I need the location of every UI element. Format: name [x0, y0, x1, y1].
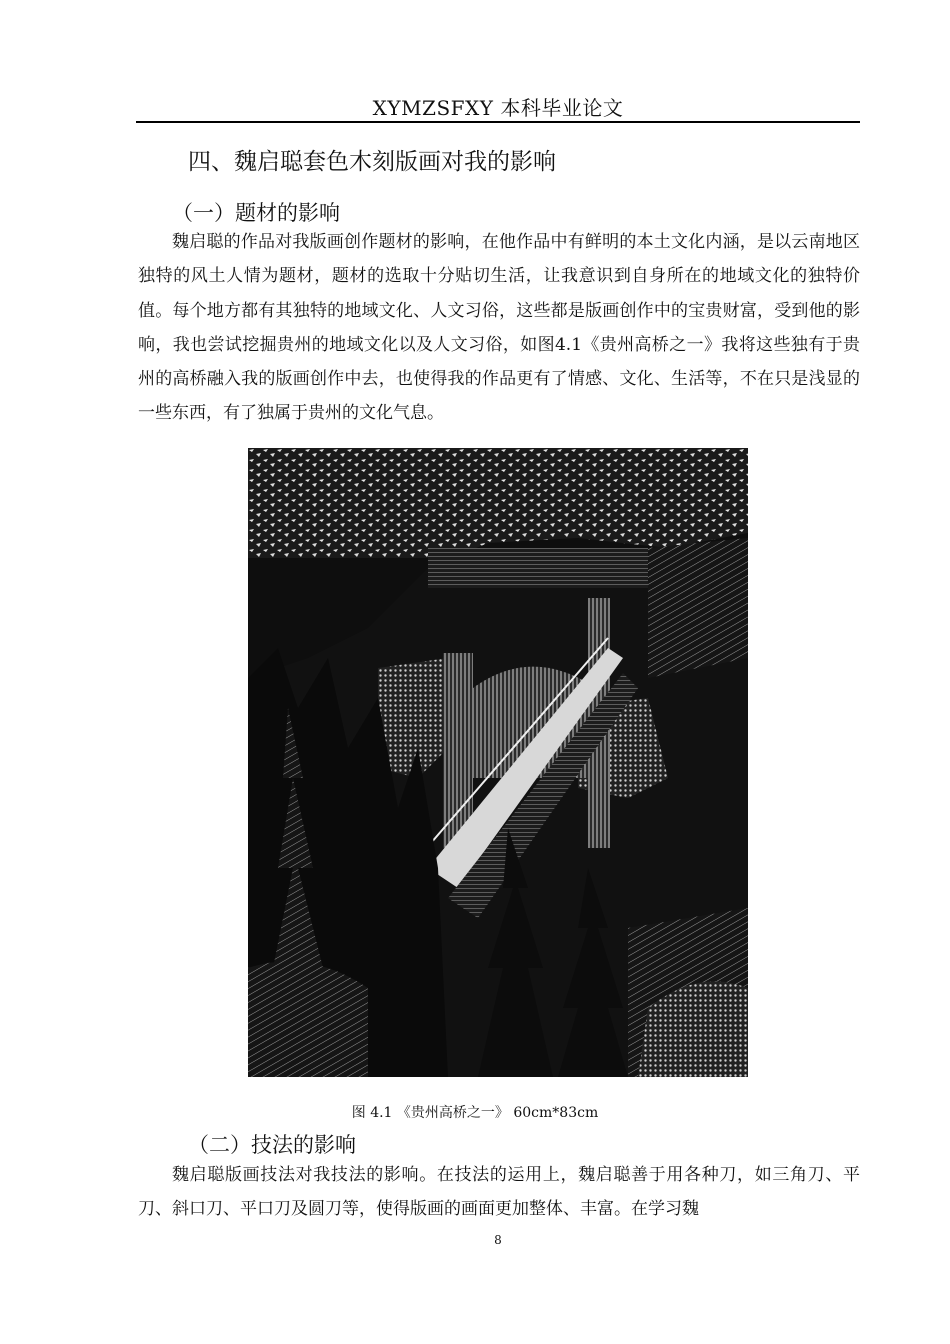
subsection-heading-subject: （一）题材的影响: [172, 201, 340, 225]
paragraph-technique: 魏启聪版画技法对我技法的影响。在技法的运用上，魏启聪善于用各种刀，如三角刀、平刀、斜口刀、平口刀及圆刀等，使得版画的画面更加整体、丰富。在学习魏: [138, 1165, 860, 1220]
woodcut-artwork-image: [248, 448, 748, 1077]
paragraph-subject: 魏启聪的作品对我版画创作题材的影响，在他作品中有鲜明的本土文化内涵，是以云南地区独特的风土人情为题材，题材的选取十分贴切生活，让我意识到自身所在的地域文化的独特价值。每个地方都有其独特的地域文化、人文习俗，这些都是版画创作中的宝贵财富，受到他的影响，我也尝试挖掘贵州的地域文化以及人文习俗，如图4.1《贵州高桥之一》我将这些独有于贵州的高桥融入我的版画创作中去，也使得我的作品更有了情感、文化、生活等，不在只是浅显的一些东西，有了独属于贵州的文化气息。: [138, 232, 860, 424]
page-number: 8: [494, 1233, 502, 1247]
page-header-title: XYMZSFXY 本科毕业论文: [372, 96, 624, 120]
header-divider: [136, 121, 860, 123]
section-heading: 四、魏启聪套色木刻版画对我的影响: [188, 149, 556, 175]
subsection-heading-technique: （二）技法的影响: [188, 1133, 356, 1157]
figure-caption: 图 4.1 《贵州高桥之一》 60cm*83cm: [351, 1105, 599, 1121]
